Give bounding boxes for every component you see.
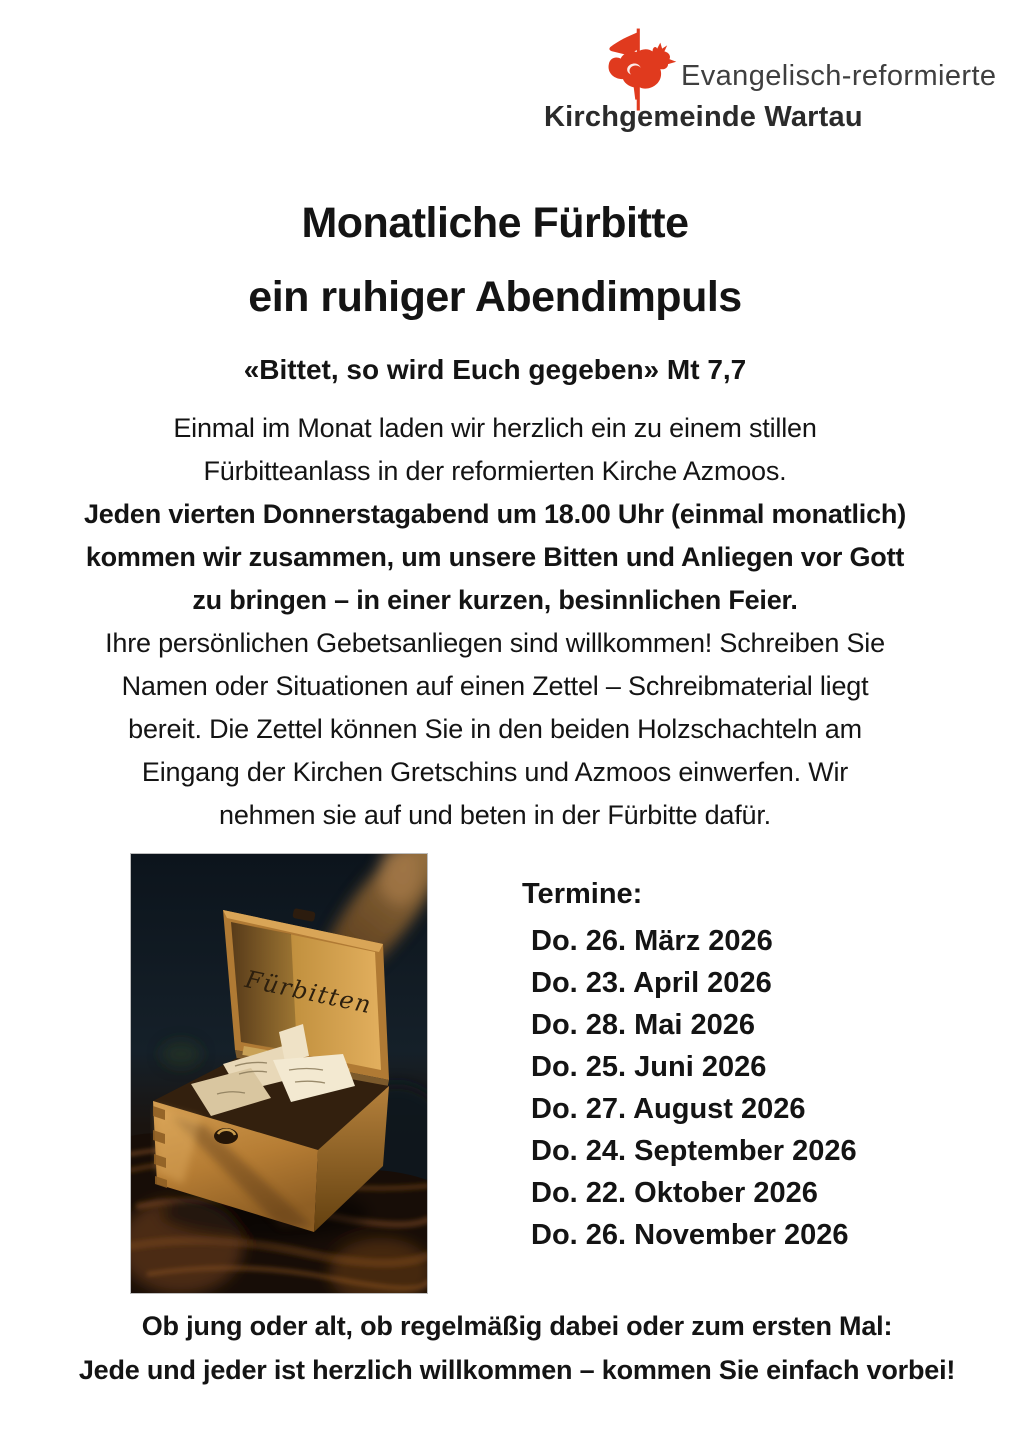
- paragraph-schedule: [0, 493, 990, 622]
- text-line: Jeden vierten Donnerstagabend um 18.00 Uhr (einmal monatlich): [83, 499, 906, 529]
- text-line: Namen oder Situationen auf einen Zettel – Schreibmaterial liegt: [121, 671, 869, 701]
- termine-date: Do. 28. Mai 2026: [531, 1009, 756, 1041]
- text-line: Fürbitteanlass in der reformierten Kirche Azmoos.: [203, 456, 787, 486]
- text-line: kommen wir zusammen, um unsere Bitten und Anliegen vor Gott: [85, 542, 905, 572]
- photo-wooden-box: [130, 853, 428, 1294]
- termine-date: Do. 23. April 2026: [531, 967, 772, 999]
- page-title: [0, 186, 990, 334]
- termine-date: Do. 26. März 2026: [531, 925, 773, 957]
- termine-date: Do. 24. September 2026: [531, 1135, 857, 1167]
- paragraph-anliegen: [0, 622, 990, 837]
- text-line: zu bringen – in einer kurzen, besinnlichen Feier.: [192, 585, 798, 615]
- closing-line2: Jede und jeder ist herzlich willkommen – kommen Sie einfach vorbei!: [78, 1355, 956, 1385]
- title-line2: ein ruhiger Abendimpuls: [248, 273, 742, 321]
- termine-section: [522, 872, 857, 1256]
- closing-text: [0, 1304, 1020, 1392]
- termine-list: [522, 920, 857, 1256]
- bible-verse-subtitle: «Bittet, so wird Euch gegeben» Mt 7,7: [243, 354, 747, 385]
- text-line: nehmen sie auf und beten in der Fürbitte dafür.: [219, 800, 771, 830]
- termine-date: Do. 27. August 2026: [531, 1093, 806, 1125]
- org-name-line1: Evangelisch-reformierte: [681, 60, 997, 92]
- closing-line1: Ob jung oder alt, ob regelmäßig dabei oder zum ersten Mal:: [141, 1311, 893, 1341]
- termine-date: Do. 25. Juni 2026: [531, 1051, 767, 1083]
- wooden-box-illustration: [131, 854, 427, 1293]
- text-line: Einmal im Monat laden wir herzlich ein zu einem stillen: [173, 413, 817, 443]
- text-line: Ihre persönlichen Gebetsanliegen sind willkommen! Schreiben Sie: [105, 628, 885, 658]
- termine-heading: Termine:: [522, 878, 643, 910]
- org-name-line2: Kirchgemeinde Wartau: [544, 101, 863, 133]
- title-line1: Monatliche Fürbitte: [301, 199, 689, 247]
- box-label-text: Fürbitten: [242, 965, 375, 1020]
- text-line: Eingang der Kirchen Gretschins und Azmoos einwerfen. Wir: [141, 757, 849, 787]
- termine-date: Do. 22. Oktober 2026: [531, 1177, 818, 1209]
- body-text: [0, 407, 990, 837]
- termine-date: Do. 26. November 2026: [531, 1219, 849, 1251]
- paragraph-intro: [0, 407, 990, 493]
- text-line: bereit. Die Zettel können Sie in den beiden Holzschachteln am: [128, 714, 862, 744]
